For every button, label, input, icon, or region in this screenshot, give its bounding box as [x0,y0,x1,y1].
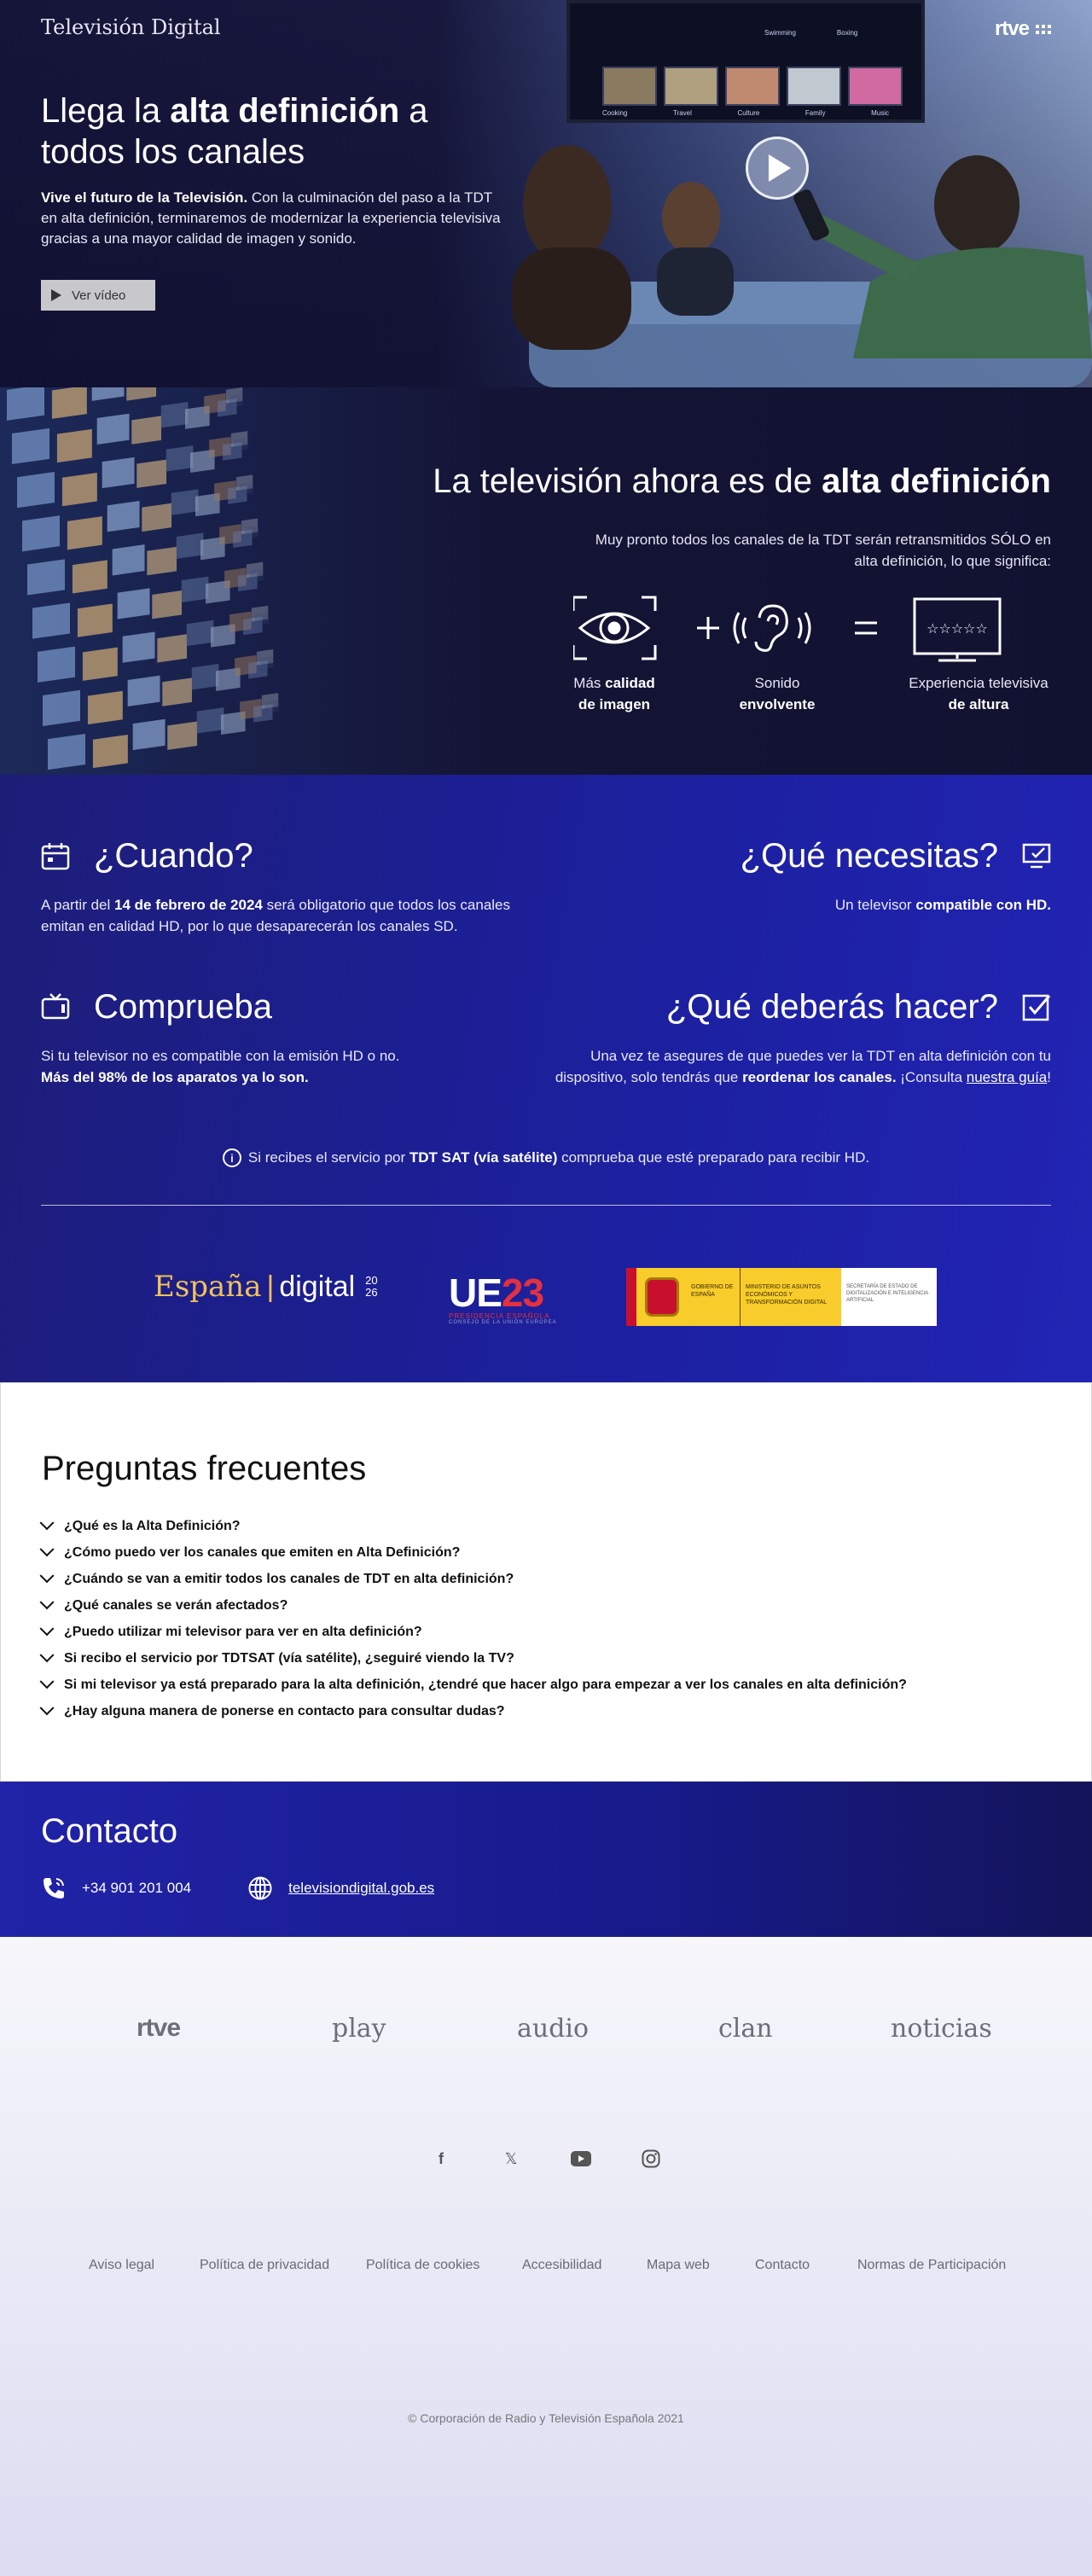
video-play-button[interactable] [746,137,809,200]
espana-digital-logo [154,1270,378,1304]
hd-label-experience [893,672,1064,715]
faq-item[interactable] [42,1672,907,1698]
calendar-icon [41,841,70,870]
flag-stripe [626,1268,636,1326]
watch-video-button[interactable] [41,280,155,311]
watch-video-label: Ver vídeo [72,288,126,303]
todo-title: ¿Qué deberás hacer? [665,987,998,1026]
need-title: ¿Qué necesitas? [740,836,998,875]
footer-brand-audio[interactable]: audio [517,2014,590,2044]
ue-text: UE [449,1271,502,1315]
hd-label-sound [713,672,841,715]
faq-section [0,1382,1092,1782]
when-text [41,894,553,937]
site-brand[interactable]: Televisión Digital [41,15,221,39]
tv-icon [41,992,70,1021]
year-part: 20 [365,1274,378,1287]
checkbox-icon [1022,992,1051,1021]
need-text-pre: Un televisor [834,897,916,913]
guide-link[interactable]: nuestra guía [966,1069,1048,1085]
ear-sound-icon [735,606,810,650]
tv-label: Culture [737,109,760,117]
plus-icon [697,617,719,639]
faq-title: Preguntas frecuentes [42,1450,367,1487]
tv-label: Music [871,109,889,117]
hd-label-text: Experiencia televisiva [909,675,1048,691]
faq-question: ¿Puedo utilizar mi televisor para ver en alta definición? [64,1624,422,1639]
svg-text:☆☆☆☆☆: ☆☆☆☆☆ [926,620,988,637]
hero-description-text: Con la culminación del paso a la TDT en alta definición, terminaremos de modernizar la experiencia televisiva gracias a una mayor calidad de imagen y sonido. [41,189,501,247]
faq-question: Si recibo el servicio por TDTSAT (vía satélite), ¿seguiré viendo la TV? [64,1650,514,1666]
info-section [0,775,1092,1382]
footer-brand-clan[interactable]: clan [718,2014,773,2044]
hero-section [0,0,1092,387]
footer-link-rules[interactable]: Normas de Participación [857,2258,1007,2272]
need-text-bold: compatible con HD. [915,897,1051,913]
digital-logo-word: digital [279,1270,356,1303]
secretaria-text: SECRETARÍA DE ESTADO DE DIGITALIZACIÓN E INTELIGENCIA ARTIFICIAL [841,1268,937,1326]
need-block [539,834,1051,916]
rtve-logo-text: rtve [994,17,1029,40]
youtube-icon[interactable] [569,2147,593,2171]
footer-link-contact[interactable]: Contacto [755,2258,810,2272]
faq-item[interactable] [42,1619,907,1645]
contact-phone[interactable] [41,1875,191,1901]
footer-link-cookies[interactable]: Política de cookies [366,2258,480,2272]
ministerio-text: MINISTERIO DE ASUNTOS ECONÓMICOS Y TRANSFORMACIÓN DIGITAL [746,1284,828,1305]
satellite-note [0,1148,1092,1167]
contact-title: Contacto [41,1812,178,1850]
chevron-down-icon [40,1621,55,1636]
tv-label: Travel [672,109,692,117]
when-text-post: será obligatorio que todos los canales emitan en calidad HD, por lo que desaparecerán los canales SD. [41,897,511,934]
facebook-icon[interactable]: f [439,2149,444,2167]
check-title: Comprueba [94,987,273,1026]
footer-link-privacy[interactable]: Política de privacidad [200,2258,330,2272]
hd-label-image [550,672,678,715]
x-twitter-icon[interactable]: 𝕏 [504,2149,518,2167]
faq-item[interactable] [42,1566,907,1592]
hd-label-bold: calidad [605,675,655,691]
hero-title [41,90,519,172]
section-divider [41,1205,1051,1206]
check-block [41,986,553,1088]
when-title: ¿Cuando? [94,836,253,875]
footer-social [0,2147,1092,2171]
contact-web[interactable] [247,1875,434,1901]
contact-phone-number: +34 901 201 004 [82,1880,192,1896]
play-icon [769,154,791,182]
equals-icon [855,623,877,633]
hd-label-bold: de imagen [578,696,651,712]
sat-bold: TDT SAT (vía satélite) [409,1149,558,1166]
rtve-logo[interactable] [995,17,1051,41]
contact-web-link[interactable]: televisiondigital.gob.es [288,1880,435,1896]
logo-year [365,1275,377,1299]
faq-question: ¿Qué es la Alta Definición? [64,1518,241,1533]
chevron-down-icon [40,1701,55,1715]
contact-row [41,1875,434,1901]
footer-link-accessibility[interactable]: Accesibilidad [522,2258,602,2272]
hd-section [0,387,1092,775]
info-icon: i [223,1148,241,1167]
faq-list [42,1513,907,1724]
check-text-plain: Si tu televisor no es compatible con la emisión HD o no. [41,1048,400,1064]
chevron-down-icon [40,1674,55,1689]
tv-thumbnails [602,67,903,106]
hero-title-post: a todos los canales [41,92,428,171]
tv-top-label: Swimming [764,29,796,37]
hd-title-bold: alta definición [822,462,1051,500]
eye-focus-icon [573,597,655,659]
hd-label-text: Más [573,675,606,691]
faq-item[interactable] [42,1539,907,1566]
footer-link-legal[interactable]: Aviso legal [89,2258,155,2272]
ue23-logo [449,1273,557,1325]
todo-text-mid: ¡Consulta [896,1069,967,1085]
tv-stars-icon [915,599,1000,660]
hero-title-bold: alta definición [170,92,400,130]
hd-label-text: Sonido [754,675,800,691]
faq-item[interactable] [42,1698,907,1724]
hd-title [433,462,1051,501]
hd-icons-row [573,596,1051,664]
ue-subtitle: PRESIDENCIA ESPAÑOLA [449,1312,550,1320]
year-part: 26 [365,1286,378,1299]
tv-labels [602,109,889,117]
chevron-down-icon [40,1648,55,1662]
ue-subtitle-2: CONSEJO DE LA UNIÓN EUROPEA [449,1320,557,1325]
logo-separator: | [266,1270,275,1303]
hd-label-bold: de altura [948,696,1009,712]
tv-check-icon [1022,841,1051,870]
check-text-bold: Más del 98% de los aparatos ya lo son. [41,1069,309,1085]
when-block [41,834,553,937]
gobierno-logo [626,1268,937,1326]
tv-label: Family [804,109,826,117]
tv-top-label: Boxing [836,29,858,37]
hd-labels [573,672,1051,724]
footer-link-sitemap[interactable]: Mapa web [647,2258,710,2272]
chevron-down-icon [40,1595,55,1609]
hd-title-pre: La televisión ahora es de [433,462,822,500]
tv-screen-image [566,0,925,123]
when-date: 14 de febrero de 2024 [114,897,263,913]
todo-text-bold: reordenar los canales. [742,1069,897,1085]
hero-description-bold: Vive el futuro de la Televisión. [41,189,248,206]
gobierno-text: GOBIERNO DE ESPAÑA [688,1268,741,1326]
espana-logo-word: España [154,1270,262,1304]
copyright: © Corporación de Radio y Televisión Española 2021 [408,2411,684,2425]
footer-brand-play[interactable]: play [332,2014,386,2044]
footer-brand-rtve[interactable]: rtve [136,2014,181,2042]
globe-icon [247,1875,273,1901]
footer-brands [0,2014,1092,2048]
chevron-down-icon [40,1568,55,1583]
apps-grid-icon[interactable] [1036,25,1051,34]
chevron-down-icon [40,1515,55,1530]
contact-section [0,1782,1092,1937]
check-text [41,1045,553,1088]
todo-block [539,986,1051,1088]
sat-pre: Si recibes el servicio por [247,1149,410,1166]
when-text-pre: A partir del [41,897,114,913]
need-text [539,894,1051,916]
hero-title-pre: Llega la [41,92,171,130]
coat-of-arms-icon [636,1268,688,1326]
tv-label: Cooking [602,109,628,117]
chevron-down-icon [40,1542,55,1556]
faq-question: ¿Qué canales se verán afectados? [64,1597,288,1613]
sat-post: comprueba que esté preparado para recibir HD. [557,1149,870,1166]
satellite-note-text [248,1149,869,1166]
footer-brand-noticias[interactable]: noticias [891,2014,992,2044]
hero-description [41,188,502,249]
footer-links [0,2258,1092,2278]
faq-item[interactable] [42,1592,907,1619]
faq-item[interactable] [42,1513,907,1539]
todo-text-pre: Una vez te asegures de que puedes ver la TDT en alta definición con tu dispositivo, solo tendrás que [555,1048,1051,1085]
play-icon [51,289,61,301]
faq-question: Si mi televisor ya está preparado para la alta definición, ¿tendré que hacer algo para empezar a ver los canales en alta definición? [64,1677,907,1692]
faq-question: ¿Cómo puedo ver los canales que emiten en Alta Definición? [64,1544,461,1560]
todo-text-end: ! [1047,1069,1051,1085]
faq-item[interactable] [42,1645,907,1672]
instagram-icon[interactable] [639,2147,663,2171]
ue-number: 23 [501,1271,544,1315]
site-footer [0,1937,1092,2576]
faq-question: ¿Hay alguna manera de ponerse en contacto para consultar dudas? [64,1703,505,1718]
faq-question: ¿Cuándo se van a emitir todos los canales de TDT en alta definición? [64,1571,514,1586]
hd-subtitle: Muy pronto todos los canales de la TDT serán retransmitidos SÓLO en alta definición, lo que significa: [595,532,1051,569]
todo-text [539,1045,1051,1088]
hd-label-bold: envolvente [739,696,816,712]
phone-icon [41,1875,67,1901]
